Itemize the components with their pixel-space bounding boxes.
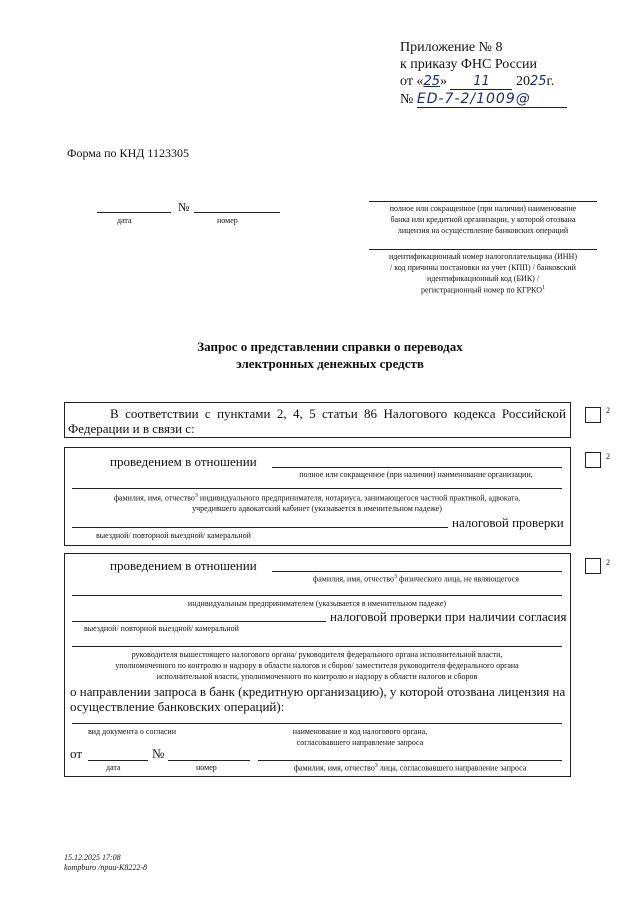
section-basis-mark: 2: [606, 406, 610, 415]
bank-ids-caption-3: идентификационный код (БИК) /: [426, 274, 540, 283]
consent-number-sign: №: [152, 746, 165, 761]
consent-document-caption: вид документа о согласии: [88, 727, 176, 736]
date-caption: дата: [117, 216, 132, 225]
order-number: ED-7-2/1009@: [417, 91, 567, 108]
number-caption: номер: [217, 216, 238, 225]
consenting-official-caption-2: уполномоченного по контролю и надзору в области налогов и сборов/ заместителя руководителя федерального органа: [115, 661, 519, 670]
fio-footnote: 3: [194, 493, 198, 499]
individual-audit-type-field[interactable]: [72, 621, 326, 622]
consenting-person-field[interactable]: [258, 760, 562, 761]
footnote-mark: 1: [541, 285, 545, 291]
organization-name-caption: полное или сокращенное (при наличии) наименование организации,: [299, 470, 533, 479]
number-sign: №: [178, 200, 190, 214]
kgrko-label: регистрационный номер по КГРКО: [421, 285, 542, 295]
individual-name-field[interactable]: [272, 571, 562, 572]
fio-caption-b: индивидуального предпринимателя, нотариуса, занимающегося частной практикой, адвоката,: [197, 493, 521, 503]
appendix-title: Приложение № 8: [400, 40, 503, 55]
cons-fio-caption-a: фамилия, имя, отчество: [293, 763, 375, 773]
from-prefix: от «: [400, 74, 424, 89]
number-prefix: №: [400, 92, 414, 107]
organization-fio-caption: [68, 493, 566, 503]
order-day: 25: [423, 74, 440, 89]
organization-name-field-2[interactable]: [72, 488, 562, 489]
order-month: 11: [450, 74, 512, 90]
year-prefix: 20: [515, 74, 530, 89]
date-field[interactable]: [97, 212, 171, 213]
document-title-line-2: электронных денежных средств: [236, 356, 424, 371]
consent-number-field[interactable]: [168, 760, 250, 761]
section-organization-mark: 2: [606, 452, 610, 461]
cons-fio-caption-b: лица, согласовавшего направление запроса: [377, 763, 527, 773]
bank-name-caption-1: полное или сокращенное (при наличии) наименование: [389, 204, 577, 213]
consenting-official-caption-1: руководителя вышестоящего налогового органа/ руководителя федерального органа исполнительной власти,: [131, 650, 503, 659]
ind-fio-caption-b: физического лица, не являющегося: [397, 574, 519, 584]
bank-ids-caption-2: / код причины постановки на учет (КПП) / банковский: [390, 263, 576, 272]
section-basis-text-1: В соответствии с пунктами 2, 4, 5 статьи 86 Налогового кодекса Российской: [110, 406, 566, 421]
form-code: Форма по КНД 1123305: [67, 146, 189, 160]
section-organization-tail: налоговой проверки: [452, 515, 564, 530]
section-basis-text-2: Федерации и в связи с:: [68, 421, 195, 436]
bank-name-caption-2: банка или кредитной организации, у которой отозвана: [390, 215, 576, 224]
bank-ids-field[interactable]: [369, 249, 597, 250]
consenting-person-caption: [258, 763, 562, 773]
consent-from-label: от: [70, 746, 83, 761]
organization-name-field[interactable]: [272, 467, 562, 468]
section-individual-text-1: о направлении запроса в банк (кредитную организацию), у которой отозвана лицензия на: [70, 684, 566, 699]
section-individual-text-2: осуществление банковских операций):: [70, 699, 285, 714]
consenting-official-caption-3: исполнительной власти, уполномоченного по контролю и надзору в области налогов и сборов: [156, 672, 478, 681]
section-basis-checkbox[interactable]: [585, 407, 601, 423]
footer-source: kompburo /npuu-K8222-8: [64, 863, 148, 872]
section-individual-mark: 2: [606, 558, 610, 567]
consent-date-caption: дата: [106, 763, 121, 772]
ind-fio-footnote: 3: [394, 574, 398, 580]
individual-name-field-2[interactable]: [72, 595, 562, 596]
tax-authority-caption-1: наименование и код налогового органа,: [292, 727, 428, 736]
section-individual-tail: налоговой проверки при наличии согласия: [330, 609, 567, 624]
bank-ids-caption-1: идентификационный номер налогоплательщика (ИНН): [389, 252, 577, 261]
organization-case-caption: учредившего адвокатский кабинет (указывается в именительном падеже): [192, 504, 442, 513]
ind-fio-caption-a: фамилия, имя, отчество: [313, 574, 395, 584]
consent-document-field[interactable]: [72, 723, 562, 724]
footer-timestamp: 15.12.2025 17:08: [64, 853, 121, 862]
order-reference: к приказу ФНС России: [400, 57, 538, 72]
consent-number-caption: номер: [196, 763, 217, 772]
section-individual-checkbox[interactable]: [585, 558, 601, 574]
consent-date-field[interactable]: [88, 760, 148, 761]
individual-fio-caption: [266, 574, 566, 584]
individual-audit-type-caption: выездной/ повторной выездной/ камеральной: [84, 624, 239, 633]
fio-caption-a: фамилия, имя, отчество: [113, 493, 195, 503]
order-year: 25: [529, 74, 547, 89]
bank-name-caption-3: лицензия на осуществление банковских операций: [397, 226, 569, 235]
individual-case-caption: индивидуальным предпринимателем (указывается в именительном падеже): [187, 599, 447, 608]
section-individual-lead: проведением в отношении: [110, 558, 257, 573]
audit-type-caption: выездной/ повторной выездной/ камеральной: [96, 531, 251, 540]
order-date-line: [400, 74, 554, 90]
year-unit: г.: [546, 74, 555, 89]
tax-authority-caption-2: согласовавшего направление запроса: [296, 738, 424, 747]
document-title-line-1: Запрос о представлении справки о переводах: [197, 339, 463, 354]
from-mid: »: [439, 74, 447, 89]
bank-ids-caption-4: [366, 285, 600, 295]
cons-fio-footnote: 3: [374, 763, 378, 769]
consenting-official-field[interactable]: [72, 646, 562, 647]
number-field[interactable]: [194, 212, 280, 213]
audit-type-field[interactable]: [72, 527, 448, 528]
bank-name-field[interactable]: [369, 201, 597, 202]
section-organization-checkbox[interactable]: [585, 452, 601, 468]
section-organization-lead: проведением в отношении: [110, 454, 257, 469]
order-number-line: [400, 91, 567, 108]
